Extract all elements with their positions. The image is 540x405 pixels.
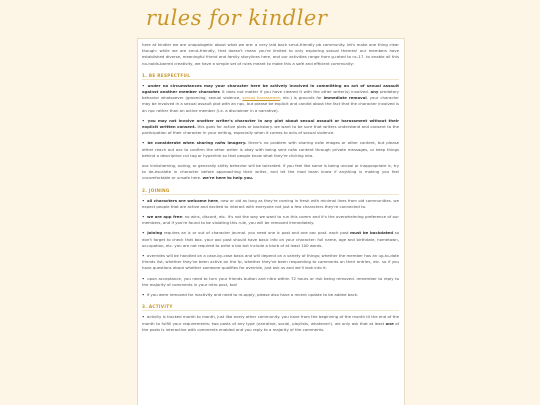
bullet: •: [142, 314, 146, 320]
rule-text: there's no problem with sharing nsfw images or other content, but please either reach out ooc to confirm the other writer is okay with being sent nsfw content through private messages, or keep things behind a descriptive cut tag or hyperlink so that people know what they're clicking into.: [142, 140, 399, 158]
rules-sections: [142, 73, 399, 333]
rule-emphasis: one: [385, 320, 394, 326]
rule-item: [142, 292, 399, 298]
bullet: •: [142, 214, 146, 220]
rule-emphasis: must be backdated: [350, 230, 393, 236]
rule-text: . your character may be involved in a sexual assault plot with an npc, but please be explicit and candid about the fact that the character involved is an npc rather than an active member (i.e. a disclaimer in a narrative).: [142, 95, 399, 113]
section-heading: 2. JOINING: [142, 188, 399, 195]
rule-item: [142, 163, 399, 182]
rule-emphasis: you may not involve another writer's character in any plot about sexual assault or harassment without their explicit written consent.: [142, 117, 400, 130]
rule-text: it does not matter if you have cleared it with the other writer(s) involved.: [220, 89, 371, 95]
bullet: •: [142, 117, 147, 123]
bullet: •: [142, 275, 147, 281]
bullet: •: [142, 140, 147, 146]
rule-item: [142, 198, 399, 210]
rule-emphasis: we're here to help you.: [202, 175, 254, 181]
rule-emphasis: joining: [147, 230, 163, 236]
bullet: •: [142, 253, 146, 259]
intro-paragraph: here at kindler we are unapologetic about what we are: a very laid back smut-friendly pb community. let's make one thing clear though: while we are smut-friendly, that doesn't mean you're limited to only exploring sexual themes! our members have established diverse, meaningful friend and family storylines here, and our activities range from g-rated to nc-17. to enable all this no-holds-barred creativity, we have a simple set of rules meant to make this a safe and efficient community:: [142, 42, 399, 66]
bullet: •: [142, 230, 147, 236]
rule-text: upon acceptance, you need to turn your friends button and nitro within 72 hours or risk being removed. remember to reply to the majority of comments in your intro post, too!: [142, 275, 399, 287]
rule-text: overrides will be handled on a case-by-case basis and will depend on a variety of things; whether the member has an up-to-date friends list, whether they've been active on the fp, whether they've been responding to comments on their entries, etc. so if you have questions about whether someone qualifies for override, just ask us and we'll look into it.: [142, 253, 399, 271]
rule-item: [142, 214, 399, 226]
rule-item: [142, 118, 399, 137]
bullet: •: [142, 292, 146, 298]
rule-emphasis: be considerate when sharing nsfw imagery.: [147, 140, 247, 146]
rule-item: [142, 140, 399, 159]
rule-text: so don't forget to check that box. your ooc post should have basic info on your character: full name, age and birthdate, hometown, occupation, etc. you are not required to write a bio but include a blurb of at least 100 words.: [142, 230, 399, 248]
bullet: •: [142, 197, 146, 203]
page-title: rules for kindler: [146, 6, 328, 30]
rule-emphasis: under no circumstances may your character here be actively involved in committing an act of sexual assault against another member character.: [142, 82, 399, 95]
rule-text: of the posts is interactive with comments enabled and you reply to a majority of the comments.: [142, 320, 399, 332]
rule-link[interactable]: sexual harassment: [242, 95, 280, 101]
rule-item: [142, 83, 399, 114]
rule-text: this goes for active plots or backstory. we want to be sure that writers understand and consent to the participation of their character in your writing, especially when it comes to acts of sexual violence.: [142, 124, 399, 136]
rule-item: [142, 314, 399, 333]
rule-item: [142, 253, 399, 272]
rule-emphasis: we are app free: [146, 214, 182, 220]
bullet: •: [142, 82, 147, 88]
section-heading: 3. ACTIVITY: [142, 304, 399, 311]
rule-text: activity is tracked month to month, just like every other community. you have from the beginning of the month til the end of the month to fulfill your requirements: two posts of any type (narrative, social, playlists, whatever!). we only ask that at least: [142, 314, 399, 326]
rule-text: ooc kinkshaming, outing, or generally shitty behavior will be tolerated. if you feel like some is being uncool or inappropriate ic, try to de-escalate in character before approaching their writer, and let the mod team know if anything is making you feel uncomfortable or unsafe here.: [142, 163, 399, 181]
rule-text: requires an ic or out of character journal. you need one ic post and one ooc post. each post: [162, 230, 351, 236]
rule-emphasis: immediate removal: [323, 95, 367, 101]
rule-text: , new or old as long as they're coming in fresh with minimal lines from old communities. we expect people that are active and excited to interact with everyone not just a few characters they're connected to.: [142, 197, 399, 209]
rule-item: [142, 230, 399, 249]
rule-item: [142, 276, 399, 288]
rule-emphasis: all characters are welcome here: [146, 197, 218, 203]
rule-text: predatory behavior whatsoever (grooming, sexual violence,: [142, 89, 399, 101]
rule-text: if you were removed for inactivity and need to re-apply, please also have a recent update to be added back.: [146, 292, 359, 298]
rule-text: : no wins, discord, etc. it's not the way we want to run this comm and it's the overwhelming preference of our members, and if you're found to be violating this rule, you will be removed immediately.: [142, 214, 399, 226]
rule-emphasis: any: [370, 89, 379, 95]
section-heading: 1. BE RESPECTFUL: [142, 73, 399, 80]
rules-panel: [137, 38, 405, 405]
rule-text: , etc.) is grounds for: [279, 95, 324, 101]
